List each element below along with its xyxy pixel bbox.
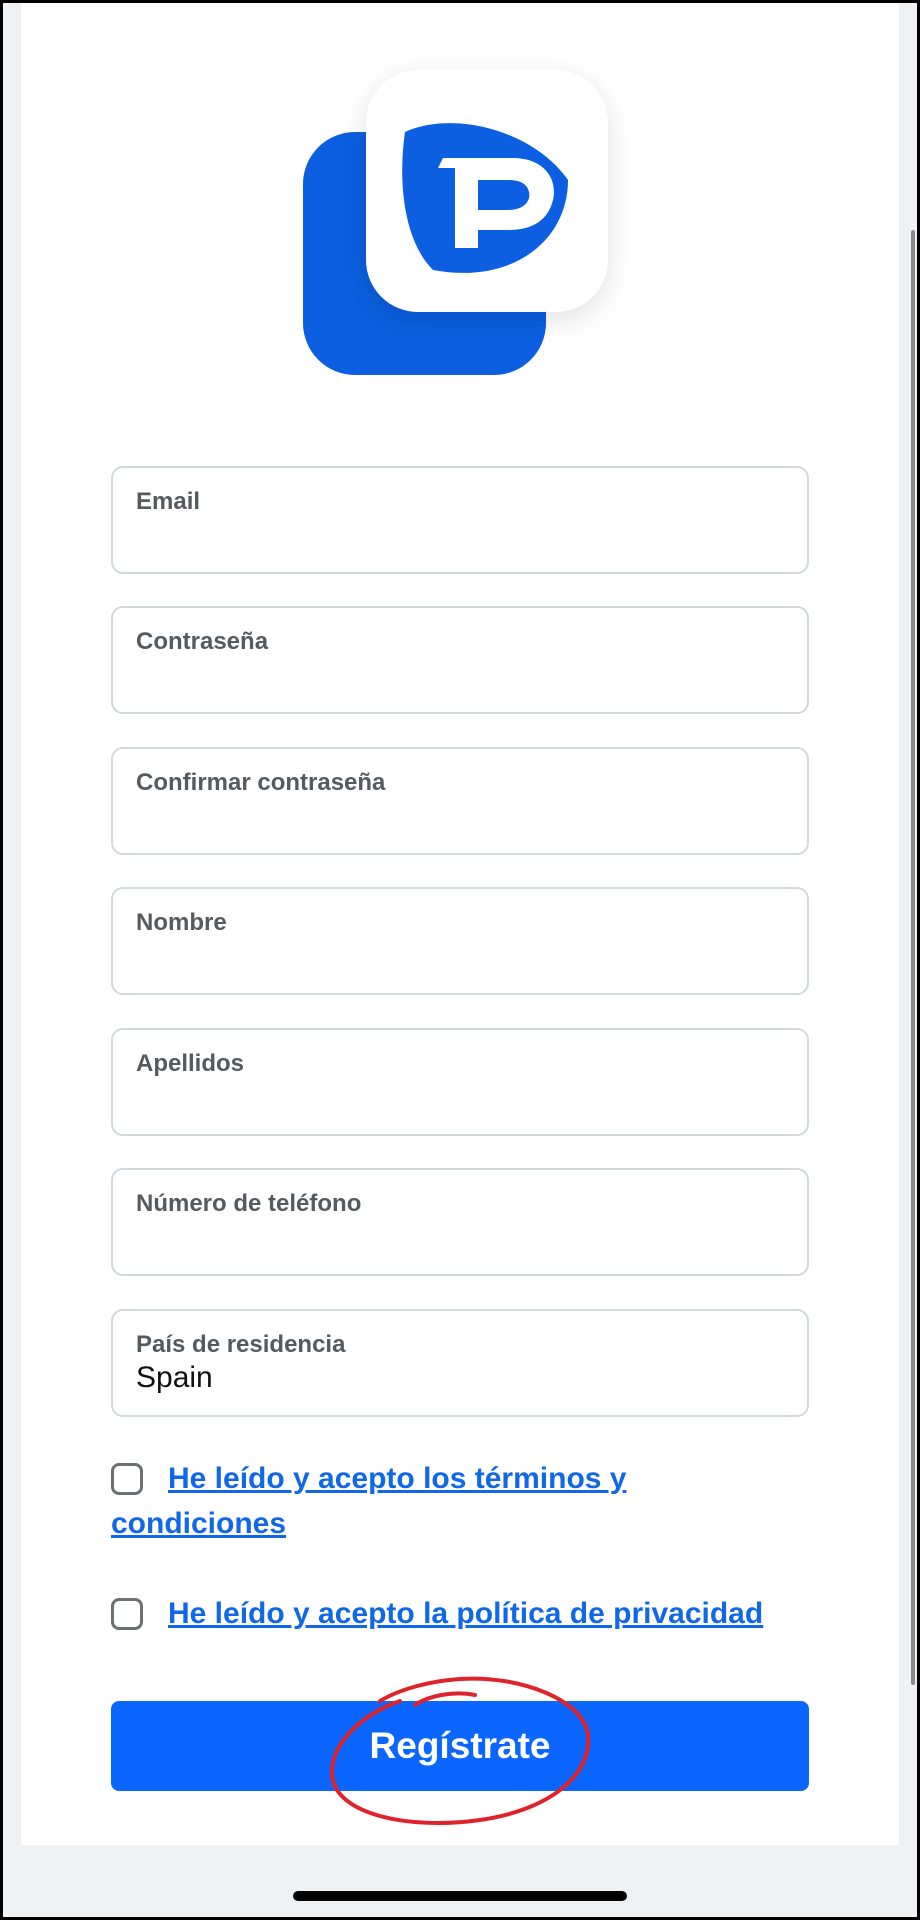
phone-number-field[interactable] bbox=[111, 1168, 809, 1276]
register-button-label: Regístrate bbox=[369, 1725, 551, 1766]
last-name-label: Apellidos bbox=[136, 1050, 245, 1077]
phone-number-label: Número de teléfono bbox=[136, 1190, 362, 1217]
terms-link-line1[interactable]: He leído y acepto los términos y bbox=[168, 1462, 627, 1495]
country-of-residence-field[interactable] bbox=[111, 1309, 809, 1417]
privacy-checkbox[interactable] bbox=[111, 1598, 143, 1630]
country-label: País de residencia bbox=[136, 1331, 346, 1358]
terms-checkbox[interactable] bbox=[111, 1463, 143, 1495]
home-indicator[interactable] bbox=[293, 1891, 627, 1901]
red-circle-annotation-icon bbox=[320, 1665, 600, 1835]
password-field[interactable] bbox=[111, 606, 809, 714]
terms-link-line2[interactable]: condiciones bbox=[111, 1507, 287, 1540]
last-name-field[interactable] bbox=[111, 1028, 809, 1136]
privacy-link[interactable]: He leído y acepto la política de privacidad bbox=[168, 1597, 764, 1630]
first-name-field[interactable] bbox=[111, 887, 809, 995]
app-logo-icon bbox=[303, 70, 608, 375]
confirm-password-field[interactable] bbox=[111, 747, 809, 855]
scrollbar[interactable] bbox=[911, 230, 915, 1685]
first-name-label: Nombre bbox=[136, 909, 227, 936]
confirm-password-label: Confirmar contraseña bbox=[136, 769, 386, 796]
password-label: Contraseña bbox=[136, 628, 269, 655]
email-field[interactable] bbox=[111, 466, 809, 574]
country-value: Spain bbox=[136, 1361, 213, 1394]
email-label: Email bbox=[136, 488, 201, 515]
logo-p-shield bbox=[303, 70, 608, 375]
